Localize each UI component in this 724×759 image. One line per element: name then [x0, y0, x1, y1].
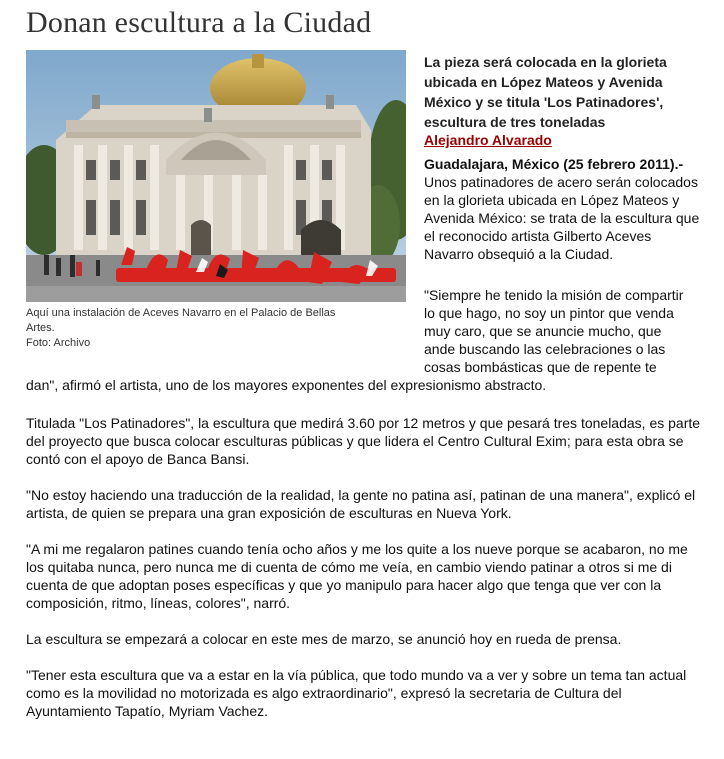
photo-caption	[26, 306, 356, 351]
body-paragraph: Titulada "Los Patinadores", la escultura que medirá 3.60 por 12 metros y que pesará tres toneladas, es parte del proyecto que busca colocar esculturas públicas y que lidera el Centro Cultural Exim; para esta obra se contó con el apoyo de Banca Bansi.	[26, 415, 701, 467]
dateline: Guadalajara, México (25 febrero 2011).-	[424, 156, 684, 172]
lead-text: Unos patinadores de acero serán colocados en la glorieta ubicada en López Mateos y Avenida México: se trata de la escultura que el reconocido artista Gilberto Aceves Navarro obsequió a la Ciudad.	[424, 174, 700, 262]
body-paragraph: "Tener esta escultura que va a estar en la vía pública, que todo mundo va a ver y sobre un tema tan actual como es la movilidad no motorizada es algo extraordinario", expresó la secretaria de Cultura del Ayuntamiento Tapatío, Myriam Vachez.	[26, 667, 687, 719]
photo-credit: Foto: Archivo	[26, 337, 91, 349]
article-photo	[26, 50, 406, 302]
body-paragraph: "No estoy haciendo una traducción de la realidad, la gente no patina así, patinan de una manera", explicó el artista, de quien se prepara una gran exposición de esculturas en Nueva York.	[26, 487, 696, 521]
photo-caption-text: Aquí una instalación de Aceves Navarro en el Palacio de Bellas Artes.	[26, 307, 336, 334]
article-deck: La pieza será colocada en la glorieta ubicada en López Mateos y Avenida México y se titula 'Los Patinadores', escultura de tres toneladas	[424, 54, 667, 130]
author-link[interactable]: Alejandro Alvarado	[424, 132, 552, 148]
lead-paragraph	[424, 155, 700, 263]
quote-paragraph-start: "Siempre he tenido la misión de compartir lo que hago, no soy un pintor que venda muy caro, que se anuncie mucho, que ande buscando las celebraciones o las cosas bombásticas que de repente te	[424, 287, 684, 375]
quote-paragraph-end: dan", afirmó el artista, uno de los mayores exponentes del expresionismo abstracto.	[26, 377, 547, 393]
article-title: Donan escultura a la Ciudad	[26, 6, 372, 39]
body-paragraph: La escultura se empezará a colocar en este mes de marzo, se anunció hoy en rueda de prensa.	[26, 631, 622, 647]
body-paragraph: "A mi me regalaron patines cuando tenía ocho años y me los quite a los nueve porque se acabaron, no me los quitaba nunca, pero nunca me di cuenta de cómo me veía, en cambio viendo patinar a otros si me di cuenta de que adoptan poses específicas y que yo manipulo para hacer algo que tenga que ver con la composición, ritmo, líneas, colores", narró.	[26, 541, 688, 611]
article-body	[26, 414, 706, 738]
